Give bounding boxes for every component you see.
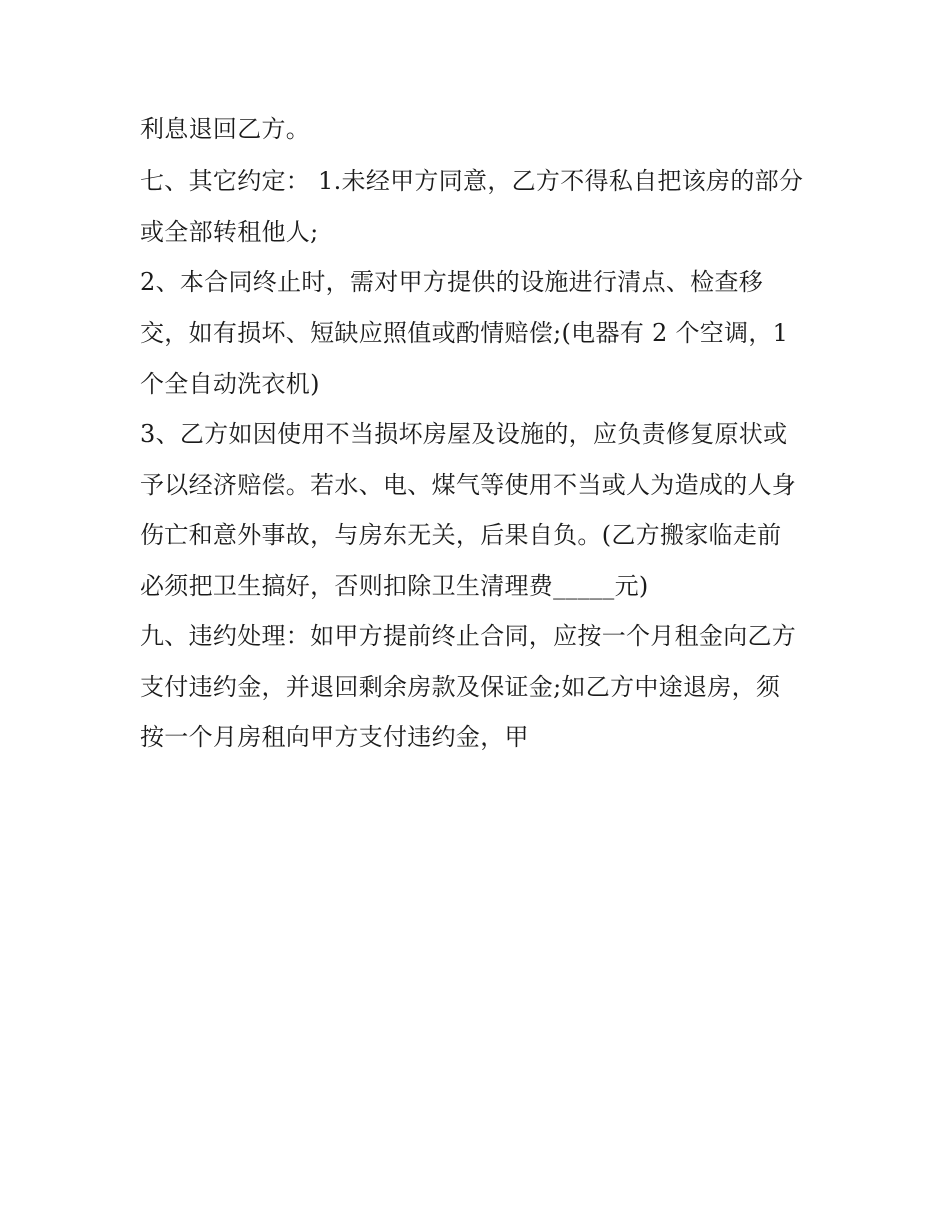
text-line-1: 利息退回乙方。 bbox=[140, 115, 311, 143]
text-line-3: 或全部转租他人; bbox=[140, 218, 319, 246]
text-line-12: 支付违约金，并退回剩余房款及保证金;如乙方中途退房，须 bbox=[140, 673, 781, 701]
text-line-8: 予以经济赔偿。若水、电、煤气等使用不当或人为造成的人身 bbox=[140, 471, 797, 499]
text-line-7: 3、乙方如因使用不当损坏房屋及设施的，应负责修复原状或 bbox=[140, 420, 788, 448]
text-line-6: 个全自动洗衣机) bbox=[140, 370, 320, 398]
text-line-4: 2、本合同终止时，需对甲方提供的设施进行清点、检查移 bbox=[140, 268, 764, 296]
text-line-2: 七、其它约定： 1.未经甲方同意，乙方不得私自把该房的部分 bbox=[140, 167, 804, 195]
text-line-11: 九、违约处理：如甲方提前终止合同，应按一个月租金向乙方 bbox=[140, 622, 797, 650]
text-line-10: 必须把卫生搞好，否则扣除卫生清理费_____元) bbox=[140, 572, 649, 600]
text-line-13: 按一个月房租向甲方支付违约金，甲 bbox=[140, 723, 529, 751]
text-line-9: 伤亡和意外事故，与房东无关，后果自负。(乙方搬家临走前 bbox=[140, 521, 782, 549]
text-line-5: 交，如有损坏、短缺应照值或酌情赔偿;(电器有 2 个空调，1 bbox=[140, 319, 789, 347]
